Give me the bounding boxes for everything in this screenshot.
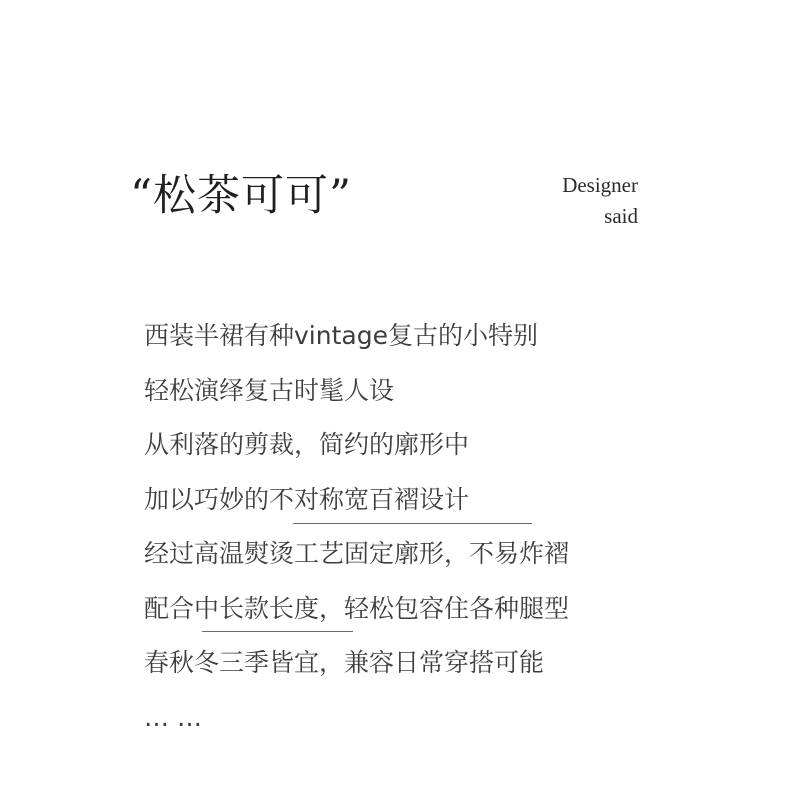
underline-midi-length xyxy=(202,631,353,632)
description-line: 配合中长款长度，轻松包容住各种腿型 xyxy=(144,593,570,623)
description-line: 经过高温熨烫工艺固定廓形，不易炸褶 xyxy=(144,539,570,568)
signature-line-designer: Designer xyxy=(562,173,638,197)
designer-signature xyxy=(562,170,638,232)
description-line: 从利落的剪裁，简约的廓形中 xyxy=(144,430,470,459)
page-title: “松茶可可” xyxy=(130,171,352,221)
description-line: 轻松演绎复古时髦人设 xyxy=(144,375,395,405)
signature-line-said: said xyxy=(604,204,638,228)
ellipsis-line: … … xyxy=(144,702,202,732)
description-line: 西装半裙有种vintage复古的小特别 xyxy=(144,321,538,350)
underline-pleats-design xyxy=(293,523,532,524)
description-text xyxy=(144,309,704,745)
description-line: 春秋冬三季皆宜，兼容日常穿搭可能 xyxy=(144,648,545,677)
description-line: 加以巧妙的不对称宽百褶设计 xyxy=(144,484,470,514)
